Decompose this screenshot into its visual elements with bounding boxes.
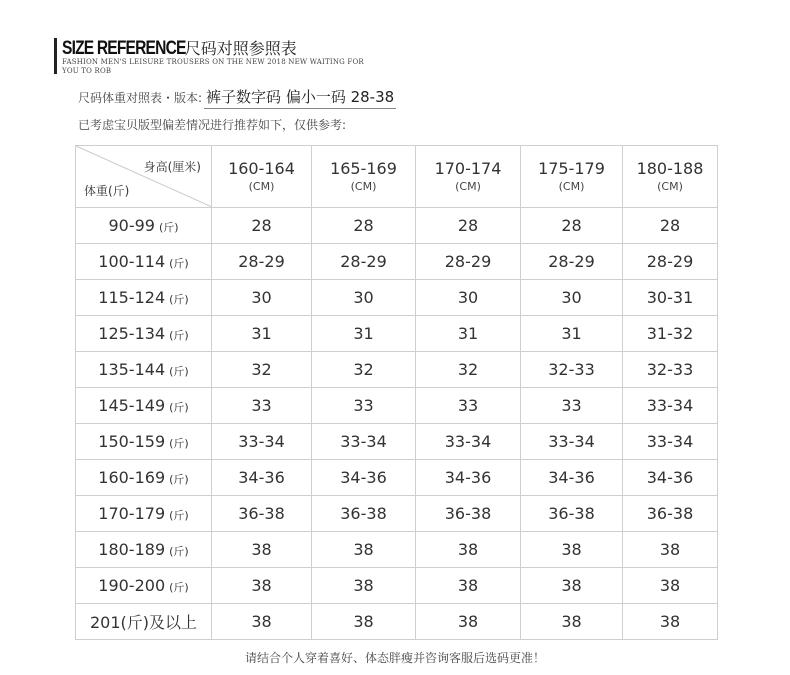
weight-range-cell — [76, 604, 212, 640]
size-cell: 38 — [212, 568, 312, 604]
version-label: 尺码体重对照表・版本: — [78, 91, 203, 105]
size-cell: 38 — [623, 604, 718, 640]
size-cell: 36-38 — [212, 496, 312, 532]
weight-unit: (斤) — [169, 509, 189, 522]
size-cell: 32-33 — [623, 352, 718, 388]
size-cell: 38 — [212, 604, 312, 640]
weight-unit: (斤) — [169, 365, 189, 378]
column-header — [416, 146, 521, 208]
size-cell: 36-38 — [312, 496, 416, 532]
size-cell: 31 — [521, 316, 623, 352]
size-cell: 28-29 — [521, 244, 623, 280]
size-cell: 28-29 — [416, 244, 521, 280]
weight-range-cell — [76, 208, 212, 244]
height-range: 165-169 — [330, 158, 397, 178]
weight-range: 160-169 — [98, 468, 166, 487]
size-cell: 31 — [312, 316, 416, 352]
weight-range: 115-124 — [98, 288, 166, 307]
weight-unit: (斤) — [169, 437, 189, 450]
weight-range: 100-114 — [98, 252, 166, 271]
size-cell: 30 — [416, 280, 521, 316]
weight-unit: (斤) — [169, 581, 189, 594]
size-cell: 32 — [416, 352, 521, 388]
page-title — [62, 38, 297, 60]
weight-unit: (斤) — [169, 257, 189, 270]
size-cell: 33-34 — [521, 424, 623, 460]
height-unit: (CM) — [248, 179, 275, 193]
size-cell: 34-36 — [521, 460, 623, 496]
size-cell: 33-34 — [416, 424, 521, 460]
weight-range: 180-189 — [98, 540, 166, 559]
size-cell: 38 — [312, 568, 416, 604]
table-row — [76, 316, 718, 352]
weight-range-cell — [76, 244, 212, 280]
size-cell: 30-31 — [623, 280, 718, 316]
size-cell: 33-34 — [623, 424, 718, 460]
size-cell: 32-33 — [521, 352, 623, 388]
table-header-row — [76, 146, 718, 208]
size-cell: 28 — [312, 208, 416, 244]
size-cell: 32 — [212, 352, 312, 388]
weight-range: 90-99 — [108, 216, 155, 235]
weight-unit: (斤) — [169, 545, 189, 558]
weight-range: 125-134 — [98, 324, 166, 343]
size-cell: 36-38 — [416, 496, 521, 532]
version-line — [78, 86, 396, 109]
size-cell: 28 — [212, 208, 312, 244]
height-range: 175-179 — [538, 158, 605, 178]
size-cell: 36-38 — [521, 496, 623, 532]
page-title-en: SIZE REFERENCE — [62, 38, 186, 59]
table-corner-cell — [76, 146, 212, 208]
weight-axis-label: 体重(斤) — [84, 184, 130, 198]
size-table — [75, 145, 718, 640]
column-header — [521, 146, 623, 208]
weight-range-cell — [76, 460, 212, 496]
size-cell: 38 — [623, 532, 718, 568]
table-row — [76, 496, 718, 532]
size-cell: 38 — [416, 532, 521, 568]
size-cell: 33-34 — [212, 424, 312, 460]
size-cell: 28-29 — [312, 244, 416, 280]
size-cell: 31-32 — [623, 316, 718, 352]
weight-unit: (斤) — [169, 293, 189, 306]
size-cell: 33-34 — [312, 424, 416, 460]
size-cell: 28-29 — [623, 244, 718, 280]
size-cell: 38 — [521, 568, 623, 604]
height-unit: (CM) — [350, 179, 377, 193]
size-cell: 31 — [416, 316, 521, 352]
size-cell: 33-34 — [623, 388, 718, 424]
size-cell: 28 — [416, 208, 521, 244]
height-range: 160-164 — [228, 158, 295, 178]
size-cell: 31 — [212, 316, 312, 352]
size-cell: 33 — [212, 388, 312, 424]
weight-unit: (斤) — [169, 401, 189, 414]
weight-range-cell — [76, 352, 212, 388]
height-axis-label: 身高(厘米) — [143, 160, 201, 174]
column-header — [212, 146, 312, 208]
height-range: 180-188 — [636, 158, 704, 178]
table-row — [76, 424, 718, 460]
weight-range: 201(斤)及以上 — [89, 613, 198, 632]
footer-note: 请结合个人穿着喜好、体态胖瘦并咨询客服后选码更准！ — [244, 651, 545, 665]
table-row — [76, 532, 718, 568]
height-unit: (CM) — [558, 179, 585, 193]
size-cell: 34-36 — [416, 460, 521, 496]
weight-range: 190-200 — [98, 576, 166, 595]
size-cell: 38 — [416, 568, 521, 604]
table-row — [76, 280, 718, 316]
size-cell: 28 — [521, 208, 623, 244]
recommend-note: 已考虑宝贝版型偏差情况进行推荐如下，仅供参考: — [78, 118, 347, 132]
height-range: 170-174 — [434, 158, 502, 178]
size-cell: 34-36 — [312, 460, 416, 496]
table-row — [76, 388, 718, 424]
size-cell: 30 — [312, 280, 416, 316]
size-cell: 38 — [312, 604, 416, 640]
weight-range-cell — [76, 532, 212, 568]
size-cell: 38 — [416, 604, 521, 640]
size-cell: 28 — [623, 208, 718, 244]
table-row — [76, 208, 718, 244]
weight-range: 150-159 — [98, 432, 166, 451]
weight-range: 145-149 — [98, 396, 166, 415]
weight-range-cell — [76, 280, 212, 316]
size-cell: 28-29 — [212, 244, 312, 280]
table-row — [76, 568, 718, 604]
height-unit: (CM) — [657, 179, 683, 193]
weight-range-cell — [76, 424, 212, 460]
table-row — [76, 244, 718, 280]
size-cell: 38 — [623, 568, 718, 604]
size-cell: 33 — [416, 388, 521, 424]
size-cell: 32 — [312, 352, 416, 388]
weight-range-cell — [76, 316, 212, 352]
header-accent-bar — [54, 38, 57, 74]
table-row — [76, 460, 718, 496]
size-cell: 38 — [521, 532, 623, 568]
height-unit: (CM) — [455, 179, 481, 193]
weight-range: 135-144 — [98, 360, 166, 379]
size-cell: 33 — [312, 388, 416, 424]
size-cell: 38 — [521, 604, 623, 640]
table-row — [76, 604, 718, 640]
size-cell: 30 — [521, 280, 623, 316]
column-header — [312, 146, 416, 208]
page-title-cn: 尺码对照参照表 — [184, 39, 297, 58]
table-row — [76, 352, 718, 388]
page-subtitle: FASHION MEN'S LEISURE TROUSERS ON THE NEW 2018 NEW WAITING FOR YOU TO ROB — [62, 58, 364, 75]
size-cell: 36-38 — [623, 496, 718, 532]
weight-range-cell — [76, 388, 212, 424]
size-cell: 38 — [312, 532, 416, 568]
weight-unit: (斤) — [169, 329, 189, 342]
weight-unit: (斤) — [158, 221, 179, 234]
size-cell: 34-36 — [623, 460, 718, 496]
column-header — [623, 146, 718, 208]
weight-range-cell — [76, 568, 212, 604]
size-cell: 33 — [521, 388, 623, 424]
weight-range: 170-179 — [98, 504, 166, 523]
version-value: 裤子数字码 偏小一码 28-38 — [204, 86, 396, 109]
size-cell: 38 — [212, 532, 312, 568]
weight-range-cell — [76, 496, 212, 532]
size-cell: 30 — [212, 280, 312, 316]
size-cell: 34-36 — [212, 460, 312, 496]
weight-unit: (斤) — [169, 473, 189, 486]
